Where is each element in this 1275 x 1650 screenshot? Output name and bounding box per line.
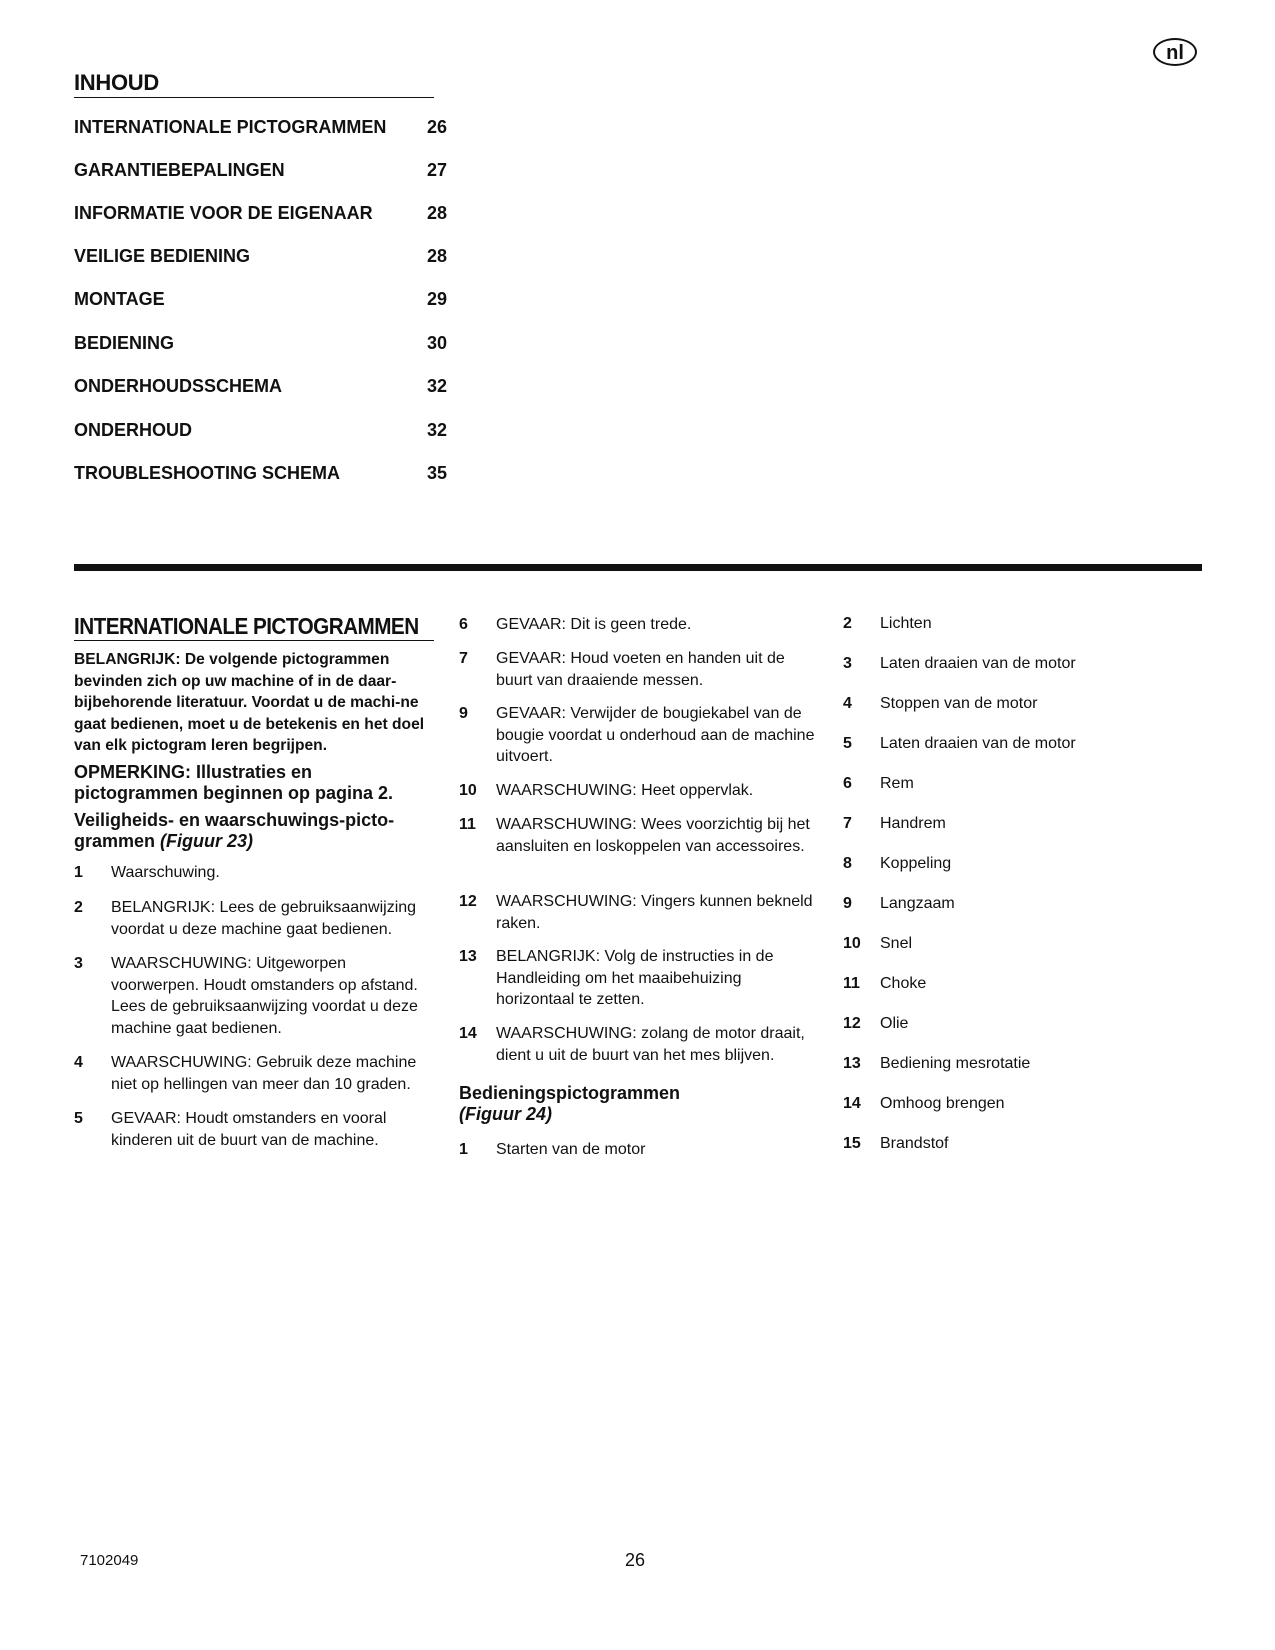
- item-number: 12: [843, 1015, 861, 1032]
- item-number: 9: [459, 705, 468, 722]
- item-text: Starten van de motor: [496, 1141, 646, 1158]
- document-code: 7102049: [80, 1552, 139, 1569]
- item-number: 3: [843, 655, 852, 672]
- item-text: GEVAAR: Dit is geen trede.: [496, 616, 692, 633]
- toc-entry-page: 32: [427, 420, 448, 440]
- toc-entry: [74, 117, 454, 141]
- item-text: Snel: [880, 935, 913, 952]
- item-number: 5: [843, 735, 852, 752]
- toc-entry: [74, 333, 454, 357]
- item-number: 2: [74, 899, 83, 916]
- item-text: Olie: [880, 1015, 909, 1032]
- toc-entry: [74, 463, 454, 487]
- item-text: WAARSCHUWING: Uitgeworpen voorwerpen. Houdt omstanders op afstand. Lees de gebruiksaanwijzing voordat u deze machine gaat bedienen.: [111, 955, 418, 1037]
- item-number: 6: [459, 616, 468, 633]
- item-text: Choke: [880, 975, 927, 992]
- item-number: 14: [459, 1025, 477, 1042]
- page-number: 26: [625, 1550, 646, 1570]
- item-text: Brandstof: [880, 1135, 949, 1152]
- item-text: Handrem: [880, 815, 946, 832]
- toc-entry-page: 26: [427, 117, 448, 137]
- item-number: 1: [74, 864, 83, 881]
- toc-entry-page: 30: [427, 333, 448, 353]
- toc-entry: [74, 246, 454, 270]
- toc-entry-page: 29: [427, 289, 448, 309]
- item-text: Bediening mesrotatie: [880, 1055, 1031, 1072]
- item-text: Omhoog brengen: [880, 1095, 1005, 1112]
- operation-heading: [459, 1083, 809, 1125]
- item-text: BELANGRIJK: Volg de instructies in de Handleiding om het maaibehuizing horizontaal te zetten.: [496, 948, 774, 1008]
- item-number: 6: [843, 775, 852, 792]
- toc-entry: [74, 376, 454, 400]
- operation-heading-text: Bedieningspictogrammen: [459, 1083, 681, 1103]
- item-number: 15: [843, 1135, 861, 1152]
- toc-entry-page: 28: [427, 203, 448, 223]
- item-text: WAARSCHUWING: zolang de motor draait, dient u uit de buurt van het mes blijven.: [496, 1025, 805, 1064]
- toc-entry-label: BEDIENING: [74, 333, 175, 353]
- item-number: 11: [459, 816, 476, 833]
- item-number: 10: [843, 935, 861, 952]
- toc-entry-label: MONTAGE: [74, 289, 165, 309]
- item-number: 14: [843, 1095, 861, 1112]
- toc-entry: [74, 160, 454, 184]
- note-paragraph: OPMERKING: Illustraties en pictogrammen beginnen op pagina 2.: [74, 762, 394, 803]
- item-text: GEVAAR: Houd voeten en handen uit de buurt van draaiende messen.: [496, 650, 785, 689]
- item-number: 2: [843, 615, 852, 632]
- safety-heading: [74, 810, 436, 852]
- item-text: Laten draaien van de motor: [880, 735, 1076, 752]
- item-number: 7: [459, 650, 468, 667]
- toc-entry-label: TROUBLESHOOTING SCHEMA: [74, 463, 341, 483]
- item-number: 7: [843, 815, 852, 832]
- toc-entry-label: GARANTIEBEPALINGEN: [74, 160, 285, 180]
- toc-entry-label: ONDERHOUDSSCHEMA: [74, 376, 283, 396]
- safety-figure-ref: (Figuur 23): [160, 831, 254, 851]
- item-number: 5: [74, 1110, 83, 1127]
- toc-entry-page: 27: [427, 160, 448, 180]
- item-text: BELANGRIJK: Lees de gebruiksaanwijzing voordat u deze machine gaat bedienen.: [111, 899, 417, 938]
- operation-figure-ref: (Figuur 24): [459, 1104, 552, 1124]
- toc-entry-page: 28: [427, 246, 448, 266]
- intro-paragraph: BELANGRIJK: De volgende pictogrammen bevinden zich op uw machine of in de daar-bijbehorende literatuur. Voordat u de machi-ne gaat bedienen, moet u de betekenis en het doel van elk pictogram leren begrijpen.: [74, 651, 425, 754]
- section-divider: [74, 564, 1202, 571]
- toc-entry-label: VEILIGE BEDIENING: [74, 246, 251, 266]
- item-number: 13: [459, 948, 477, 965]
- section-title: INTERNATIONALE PICTOGRAMMEN: [74, 613, 434, 641]
- item-number: 4: [74, 1054, 83, 1071]
- toc-entry-page: 32: [427, 376, 448, 396]
- item-text: Waarschuwing.: [111, 864, 220, 881]
- item-text: Langzaam: [880, 895, 955, 912]
- item-text: GEVAAR: Houdt omstanders en vooral kinderen uit de buurt van de machine.: [111, 1110, 387, 1149]
- toc-entry-label: ONDERHOUD: [74, 420, 193, 440]
- safety-heading-text: Veiligheids- en waarschuwings-picto-grammen: [74, 810, 395, 851]
- item-text: Stoppen van de motor: [880, 695, 1038, 712]
- item-number: 1: [459, 1141, 468, 1158]
- item-text: WAARSCHUWING: Vingers kunnen bekneld raken.: [496, 893, 813, 932]
- toc-entry-label: INFORMATIE VOOR DE EIGENAAR: [74, 203, 373, 223]
- language-badge: nl: [1153, 38, 1197, 66]
- item-number: 10: [459, 782, 477, 799]
- item-number: 9: [843, 895, 852, 912]
- toc-entry-page: 35: [427, 463, 448, 483]
- item-number: 4: [843, 695, 852, 712]
- item-number: 12: [459, 893, 477, 910]
- item-number: 8: [843, 855, 852, 872]
- item-text: Lichten: [880, 615, 932, 632]
- item-number: 13: [843, 1055, 861, 1072]
- toc-entry: [74, 420, 454, 444]
- item-number: 3: [74, 955, 83, 972]
- item-text: Laten draaien van de motor: [880, 655, 1076, 672]
- item-number: 11: [843, 975, 860, 992]
- toc-entry: [74, 203, 454, 227]
- toc-entry-label: INTERNATIONALE PICTOGRAMMEN: [74, 117, 387, 137]
- item-text: Koppeling: [880, 855, 952, 872]
- item-text: GEVAAR: Verwijder de bougiekabel van de bougie voordat u onderhoud aan de machine uitvoert.: [496, 705, 815, 765]
- toc-title: INHOUD: [74, 70, 434, 98]
- item-text: Rem: [880, 775, 914, 792]
- item-text: WAARSCHUWING: Heet oppervlak.: [496, 782, 754, 799]
- item-text: WAARSCHUWING: Wees voorzichtig bij het aansluiten en loskoppelen van accessoires.: [496, 816, 810, 855]
- item-text: WAARSCHUWING: Gebruik deze machine niet op hellingen van meer dan 10 graden.: [111, 1054, 417, 1093]
- toc-entry: [74, 289, 454, 313]
